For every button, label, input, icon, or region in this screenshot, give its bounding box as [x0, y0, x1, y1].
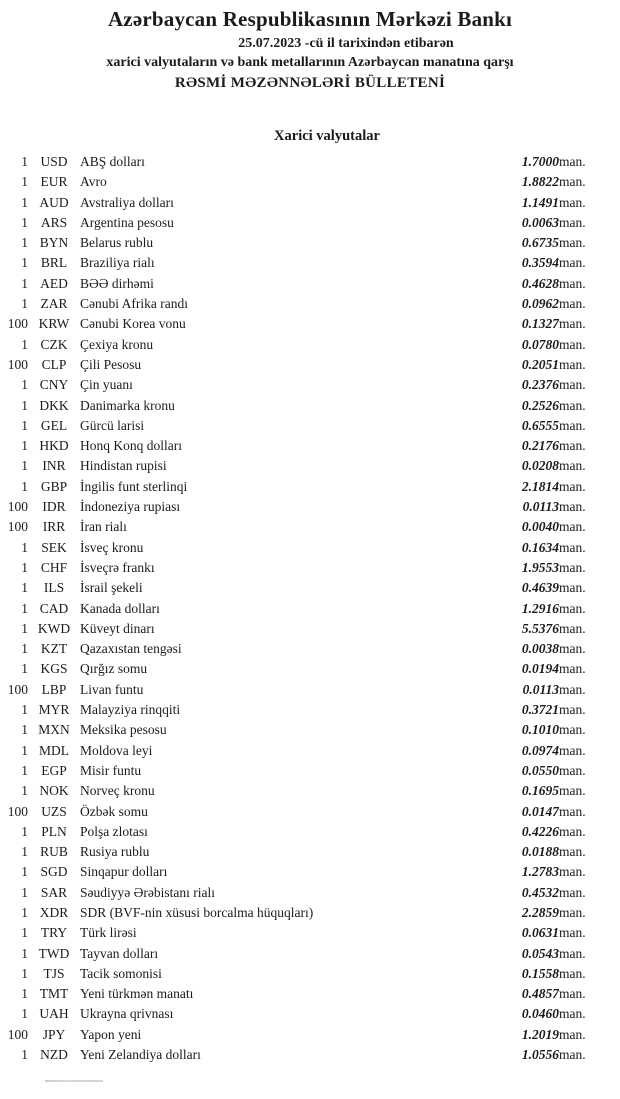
rate-currency-name: Qırğız somu — [80, 661, 148, 677]
rate-currency-name: İngilis funt sterlinqi — [80, 478, 188, 494]
rate-unit-label: man. — [559, 904, 586, 920]
rate-quantity: 1 — [21, 844, 28, 860]
rate-code: CZK — [40, 336, 68, 352]
table-row — [0, 355, 614, 375]
rate-quantity: 1 — [21, 214, 28, 230]
table-row — [0, 964, 614, 984]
rate-currency-name: Argentina pesosu — [80, 214, 174, 230]
rate-value: 2.1814 — [521, 478, 559, 494]
table-row — [0, 538, 614, 558]
rate-value: 0.0038 — [521, 641, 559, 657]
rate-currency-name: Honq Konq dolları — [80, 438, 182, 454]
rate-value: 0.0147 — [521, 803, 559, 819]
rate-quantity: 1 — [21, 275, 28, 291]
table-row — [0, 335, 614, 355]
rate-unit-label: man. — [559, 925, 586, 941]
table-row — [0, 1045, 614, 1065]
table-row — [0, 253, 614, 273]
rate-currency-name: Norveç kronu — [80, 783, 155, 799]
rate-unit-label: man. — [559, 783, 586, 799]
rate-value: 0.4226 — [521, 823, 559, 839]
rate-quantity: 1 — [21, 194, 28, 210]
rate-value: 0.0040 — [521, 519, 559, 535]
rate-code: TWD — [38, 945, 70, 961]
rate-quantity: 100 — [7, 356, 28, 372]
rate-quantity: 1 — [21, 580, 28, 596]
table-row — [0, 1025, 614, 1045]
rate-quantity: 1 — [21, 702, 28, 718]
rate-value: 0.2376 — [521, 377, 559, 393]
rate-quantity: 1 — [21, 965, 28, 981]
rate-quantity: 1 — [21, 620, 28, 636]
table-row — [0, 436, 614, 456]
rate-unit-label: man. — [559, 986, 586, 1002]
rate-unit-label: man. — [559, 884, 586, 900]
rate-currency-name: Misir funtu — [80, 762, 142, 778]
rate-unit-label: man. — [559, 438, 586, 454]
rate-code: NOK — [39, 783, 69, 799]
rate-unit-label: man. — [559, 214, 586, 230]
rate-unit-label: man. — [559, 377, 586, 393]
table-row — [0, 152, 614, 172]
rate-code: ARS — [40, 214, 68, 230]
rate-currency-name: Malayziya rinqqiti — [80, 702, 181, 718]
rate-unit-label: man. — [559, 275, 586, 291]
rate-value: 0.4532 — [521, 884, 559, 900]
rate-code: EUR — [40, 174, 68, 190]
rate-currency-name: Ukrayna qrivnası — [80, 1006, 174, 1022]
rate-code: EGP — [41, 762, 67, 778]
table-row — [0, 619, 614, 639]
rate-code: TMT — [39, 986, 69, 1002]
rate-unit-label: man. — [559, 945, 586, 961]
table-row — [0, 416, 614, 436]
rate-unit-label: man. — [559, 823, 586, 839]
rate-quantity: 100 — [7, 803, 28, 819]
rate-quantity: 1 — [21, 600, 28, 616]
rates-table-body — [0, 152, 614, 1065]
table-row — [0, 700, 614, 720]
table-row — [0, 274, 614, 294]
rate-quantity: 1 — [21, 1047, 28, 1063]
rate-currency-name: Moldova leyi — [80, 742, 153, 758]
rate-unit-label: man. — [559, 499, 586, 515]
rate-code: INR — [42, 458, 66, 474]
rate-code: ILS — [43, 580, 65, 596]
rate-currency-name: Braziliya rialı — [80, 255, 155, 271]
table-row — [0, 1004, 614, 1024]
rate-value: 1.2916 — [521, 600, 559, 616]
table-row — [0, 294, 614, 314]
rate-code: SAR — [40, 884, 68, 900]
rate-quantity: 1 — [21, 235, 28, 251]
exchange-rates-table — [0, 152, 614, 1065]
rate-code: UZS — [41, 803, 67, 819]
rate-unit-label: man. — [559, 1026, 586, 1042]
rate-currency-name: Belarus rublu — [80, 235, 154, 251]
rate-value: 0.6735 — [521, 235, 559, 251]
rate-value: 0.1695 — [521, 783, 559, 799]
rate-quantity: 1 — [21, 904, 28, 920]
rate-code: XDR — [39, 904, 69, 920]
table-row — [0, 903, 614, 923]
table-row — [0, 193, 614, 213]
rate-currency-name: Yeni Zelandiya dolları — [80, 1047, 201, 1063]
rate-unit-label: man. — [559, 864, 586, 880]
rate-value: 1.1491 — [521, 194, 559, 210]
rate-quantity: 1 — [21, 255, 28, 271]
rate-code: MXN — [38, 722, 70, 738]
table-row — [0, 680, 614, 700]
table-row — [0, 883, 614, 903]
rate-quantity: 1 — [21, 438, 28, 454]
rate-quantity: 1 — [21, 986, 28, 1002]
rate-unit-label: man. — [559, 519, 586, 535]
rate-value: 0.6555 — [521, 417, 559, 433]
rate-quantity: 1 — [21, 417, 28, 433]
rate-currency-name: Çin yuanı — [80, 377, 133, 393]
rate-quantity: 1 — [21, 174, 28, 190]
table-row — [0, 659, 614, 679]
rate-unit-label: man. — [559, 478, 586, 494]
rate-code: HKD — [39, 438, 69, 454]
rate-quantity: 1 — [21, 377, 28, 393]
table-row — [0, 599, 614, 619]
rate-code: IDR — [42, 499, 66, 515]
rate-quantity: 100 — [7, 316, 28, 332]
rate-value: 0.0113 — [522, 499, 559, 515]
rate-currency-name: Tayvan dolları — [80, 945, 159, 961]
rate-quantity: 1 — [21, 783, 28, 799]
rate-value: 0.4628 — [521, 275, 559, 291]
rate-currency-name: Rusiya rublu — [80, 844, 150, 860]
rate-quantity: 1 — [21, 336, 28, 352]
rate-value: 0.0460 — [521, 1006, 559, 1022]
rate-value: 1.7000 — [521, 154, 559, 169]
rate-code: USD — [40, 154, 68, 169]
table-row — [0, 720, 614, 740]
rate-code: GBP — [40, 478, 68, 494]
rate-currency-name: Özbək somu — [80, 803, 148, 819]
rate-value: 1.2019 — [521, 1026, 559, 1042]
rate-currency-name: İndoneziya rupiası — [80, 499, 181, 515]
rate-value: 0.1327 — [521, 316, 559, 332]
table-row — [0, 639, 614, 659]
rate-unit-label: man. — [559, 702, 586, 718]
rate-code: SEK — [41, 539, 67, 555]
rate-currency-name: Yeni türkmən manatı — [80, 986, 194, 1002]
rate-unit-label: man. — [559, 235, 586, 251]
rate-currency-name: Danimarka kronu — [80, 397, 175, 413]
rate-code: MYR — [38, 702, 70, 718]
rate-currency-name: Cənubi Afrika randı — [80, 296, 188, 312]
rate-unit-label: man. — [559, 194, 586, 210]
rate-code: PLN — [41, 823, 67, 839]
rate-code: KGS — [40, 661, 68, 677]
rate-quantity: 1 — [21, 154, 28, 169]
rate-code: SGD — [40, 864, 68, 880]
rate-value: 0.2176 — [521, 438, 559, 454]
rate-currency-name: İsveçrə frankı — [80, 559, 155, 575]
rate-code: KRW — [38, 316, 70, 332]
rate-quantity: 1 — [21, 925, 28, 941]
rate-currency-name: Livan funtu — [80, 681, 144, 697]
table-row — [0, 944, 614, 964]
rate-code: AUD — [39, 194, 69, 210]
rate-unit-label: man. — [559, 803, 586, 819]
rate-quantity: 1 — [21, 884, 28, 900]
rate-code: CAD — [39, 600, 69, 616]
rate-unit-label: man. — [559, 154, 586, 169]
rate-quantity: 100 — [7, 519, 28, 535]
rate-value: 0.0550 — [521, 762, 559, 778]
table-row — [0, 862, 614, 882]
rate-currency-name: İran rialı — [80, 519, 127, 535]
rate-currency-name: Səudiyyə Ərəbistanı rialı — [80, 884, 215, 900]
bulletin-title: RƏSMİ MƏZƏNNƏLƏRİ BÜLLETENİ — [174, 75, 446, 91]
rate-currency-name: Meksika pesosu — [80, 722, 167, 738]
rate-unit-label: man. — [559, 742, 586, 758]
rate-currency-name: Tacik somonisi — [80, 965, 162, 981]
rate-value: 1.9553 — [521, 559, 559, 575]
rate-currency-name: Küveyt dinarı — [80, 620, 155, 636]
rate-code: DKK — [39, 397, 69, 413]
rate-quantity: 1 — [21, 458, 28, 474]
rate-unit-label: man. — [559, 296, 586, 312]
table-row — [0, 314, 614, 334]
table-row — [0, 477, 614, 497]
rate-unit-label: man. — [559, 336, 586, 352]
table-row — [0, 761, 614, 781]
table-row — [0, 517, 614, 537]
rate-value: 1.2783 — [521, 864, 559, 880]
bulletin-subtitle: xarici valyutaların və bank metallarının Azərbaycan manatına qarşı — [106, 55, 514, 70]
rate-code: AED — [40, 275, 68, 291]
rate-code: BRL — [40, 255, 68, 271]
rate-quantity: 100 — [7, 1026, 28, 1042]
rate-unit-label: man. — [559, 1047, 586, 1063]
rate-quantity: 1 — [21, 641, 28, 657]
rate-currency-name: SDR (BVF-nin xüsusi borcalma hüquqları) — [80, 904, 314, 920]
rate-code: LBP — [41, 681, 67, 697]
rate-unit-label: man. — [559, 539, 586, 555]
rate-unit-label: man. — [559, 965, 586, 981]
rate-currency-name: BƏƏ dirhəmi — [80, 275, 154, 291]
table-row — [0, 213, 614, 233]
rate-code: JPY — [42, 1026, 66, 1042]
rate-currency-name: Gürcü larisi — [80, 417, 145, 433]
rate-quantity: 1 — [21, 864, 28, 880]
table-row — [0, 741, 614, 761]
rate-code: KWD — [37, 620, 71, 636]
rate-unit-label: man. — [559, 580, 586, 596]
rate-value: 0.1558 — [521, 965, 559, 981]
rate-value: 0.0188 — [521, 844, 559, 860]
rate-value: 2.2859 — [521, 904, 559, 920]
rate-code: NZD — [40, 1047, 68, 1063]
rate-value: 0.0208 — [521, 458, 559, 474]
bulletin-date-line: 25.07.2023 -cü il tarixindən etibarən — [238, 36, 454, 51]
rate-currency-name: Yapon yeni — [80, 1026, 142, 1042]
table-row — [0, 822, 614, 842]
rate-quantity: 1 — [21, 661, 28, 677]
rate-value: 0.0631 — [521, 925, 559, 941]
rate-currency-name: Kanada dolları — [80, 600, 160, 616]
rate-currency-name: Türk lirəsi — [80, 925, 137, 941]
rate-value: 1.8822 — [521, 174, 559, 190]
rate-currency-name: Polşa zlotası — [80, 823, 148, 839]
table-row — [0, 923, 614, 943]
rate-quantity: 1 — [21, 742, 28, 758]
rate-unit-label: man. — [559, 681, 586, 697]
rate-value: 0.4857 — [521, 986, 559, 1002]
rate-quantity: 1 — [21, 1006, 28, 1022]
rate-unit-label: man. — [559, 397, 586, 413]
rate-code: KZT — [40, 641, 68, 657]
rate-quantity: 1 — [21, 823, 28, 839]
rate-unit-label: man. — [559, 417, 586, 433]
table-row — [0, 375, 614, 395]
rate-unit-label: man. — [559, 255, 586, 271]
rate-code: IRR — [42, 519, 66, 535]
rate-unit-label: man. — [559, 620, 586, 636]
rate-unit-label: man. — [559, 722, 586, 738]
partial-image-top-edge — [45, 1080, 103, 1082]
rate-unit-label: man. — [559, 1006, 586, 1022]
rate-quantity: 1 — [21, 539, 28, 555]
rate-quantity: 100 — [7, 681, 28, 697]
page-title: Azərbaycan Respublikasının Mərkəzi Bankı — [107, 7, 513, 31]
rate-unit-label: man. — [559, 458, 586, 474]
table-row — [0, 172, 614, 192]
table-row — [0, 497, 614, 517]
rate-unit-label: man. — [559, 661, 586, 677]
table-row — [0, 456, 614, 476]
rate-value: 0.1010 — [521, 722, 559, 738]
rate-unit-label: man. — [559, 316, 586, 332]
rate-value: 0.0974 — [521, 742, 559, 758]
rate-currency-name: Avstraliya dolları — [80, 194, 174, 210]
rate-quantity: 1 — [21, 945, 28, 961]
rate-code: TRY — [40, 925, 68, 941]
rate-code: GEL — [40, 417, 68, 433]
rate-value: 5.5376 — [521, 620, 559, 636]
table-row — [0, 842, 614, 862]
rate-currency-name: İsveç kronu — [80, 539, 144, 555]
rate-quantity: 1 — [21, 397, 28, 413]
rate-quantity: 1 — [21, 762, 28, 778]
rate-currency-name: İsrail şekeli — [80, 580, 143, 596]
rate-code: RUB — [40, 844, 68, 860]
rate-code: TJS — [43, 965, 65, 981]
rate-value: 1.0556 — [521, 1047, 559, 1063]
table-row — [0, 578, 614, 598]
rate-value: 0.3594 — [521, 255, 559, 271]
rate-currency-name: Çili Pesosu — [80, 356, 142, 372]
rate-currency-name: Cənubi Korea vonu — [80, 316, 186, 332]
rate-quantity: 1 — [21, 559, 28, 575]
table-row — [0, 396, 614, 416]
table-row — [0, 233, 614, 253]
rate-currency-name: Sinqapur dolları — [80, 864, 168, 880]
table-row — [0, 558, 614, 578]
rate-quantity: 1 — [21, 722, 28, 738]
rate-unit-label: man. — [559, 762, 586, 778]
rate-quantity: 1 — [21, 296, 28, 312]
rate-value: 0.0113 — [522, 681, 559, 697]
section-title-foreign-currencies: Xarici valyutalar — [274, 128, 380, 144]
rate-currency-name: Qazaxıstan tengəsi — [80, 641, 182, 657]
rate-value: 0.0194 — [521, 661, 559, 677]
rate-value: 0.0543 — [521, 945, 559, 961]
rate-currency-name: Hindistan rupisi — [80, 458, 167, 474]
rate-quantity: 1 — [21, 478, 28, 494]
rate-unit-label: man. — [559, 559, 586, 575]
rate-value: 0.0962 — [521, 296, 559, 312]
rate-currency-name: Avro — [80, 174, 107, 190]
rate-code: CNY — [39, 377, 69, 393]
rate-code: MDL — [39, 742, 69, 758]
rate-code: UAH — [39, 1006, 69, 1022]
rate-unit-label: man. — [559, 600, 586, 616]
rate-unit-label: man. — [559, 844, 586, 860]
rate-unit-label: man. — [559, 174, 586, 190]
rate-quantity: 100 — [7, 499, 28, 515]
table-row — [0, 802, 614, 822]
rate-code: BYN — [39, 235, 69, 251]
table-row — [0, 984, 614, 1004]
rate-currency-name: Çexiya kronu — [80, 336, 154, 352]
rate-value: 0.0780 — [521, 336, 559, 352]
table-row — [0, 781, 614, 801]
rate-value: 0.2526 — [521, 397, 559, 413]
rate-value: 0.0063 — [521, 214, 559, 230]
rate-currency-name: ABŞ dolları — [80, 154, 145, 169]
rate-value: 0.4639 — [521, 580, 559, 596]
rate-code: CLP — [41, 356, 67, 372]
rate-code: CHF — [40, 559, 68, 575]
rate-unit-label: man. — [559, 356, 586, 372]
rate-value: 0.1634 — [521, 539, 559, 555]
rate-value: 0.2051 — [521, 356, 559, 372]
rate-unit-label: man. — [559, 641, 586, 657]
document-header — [0, 0, 620, 93]
rate-code: ZAR — [40, 296, 68, 312]
rate-value: 0.3721 — [521, 702, 559, 718]
